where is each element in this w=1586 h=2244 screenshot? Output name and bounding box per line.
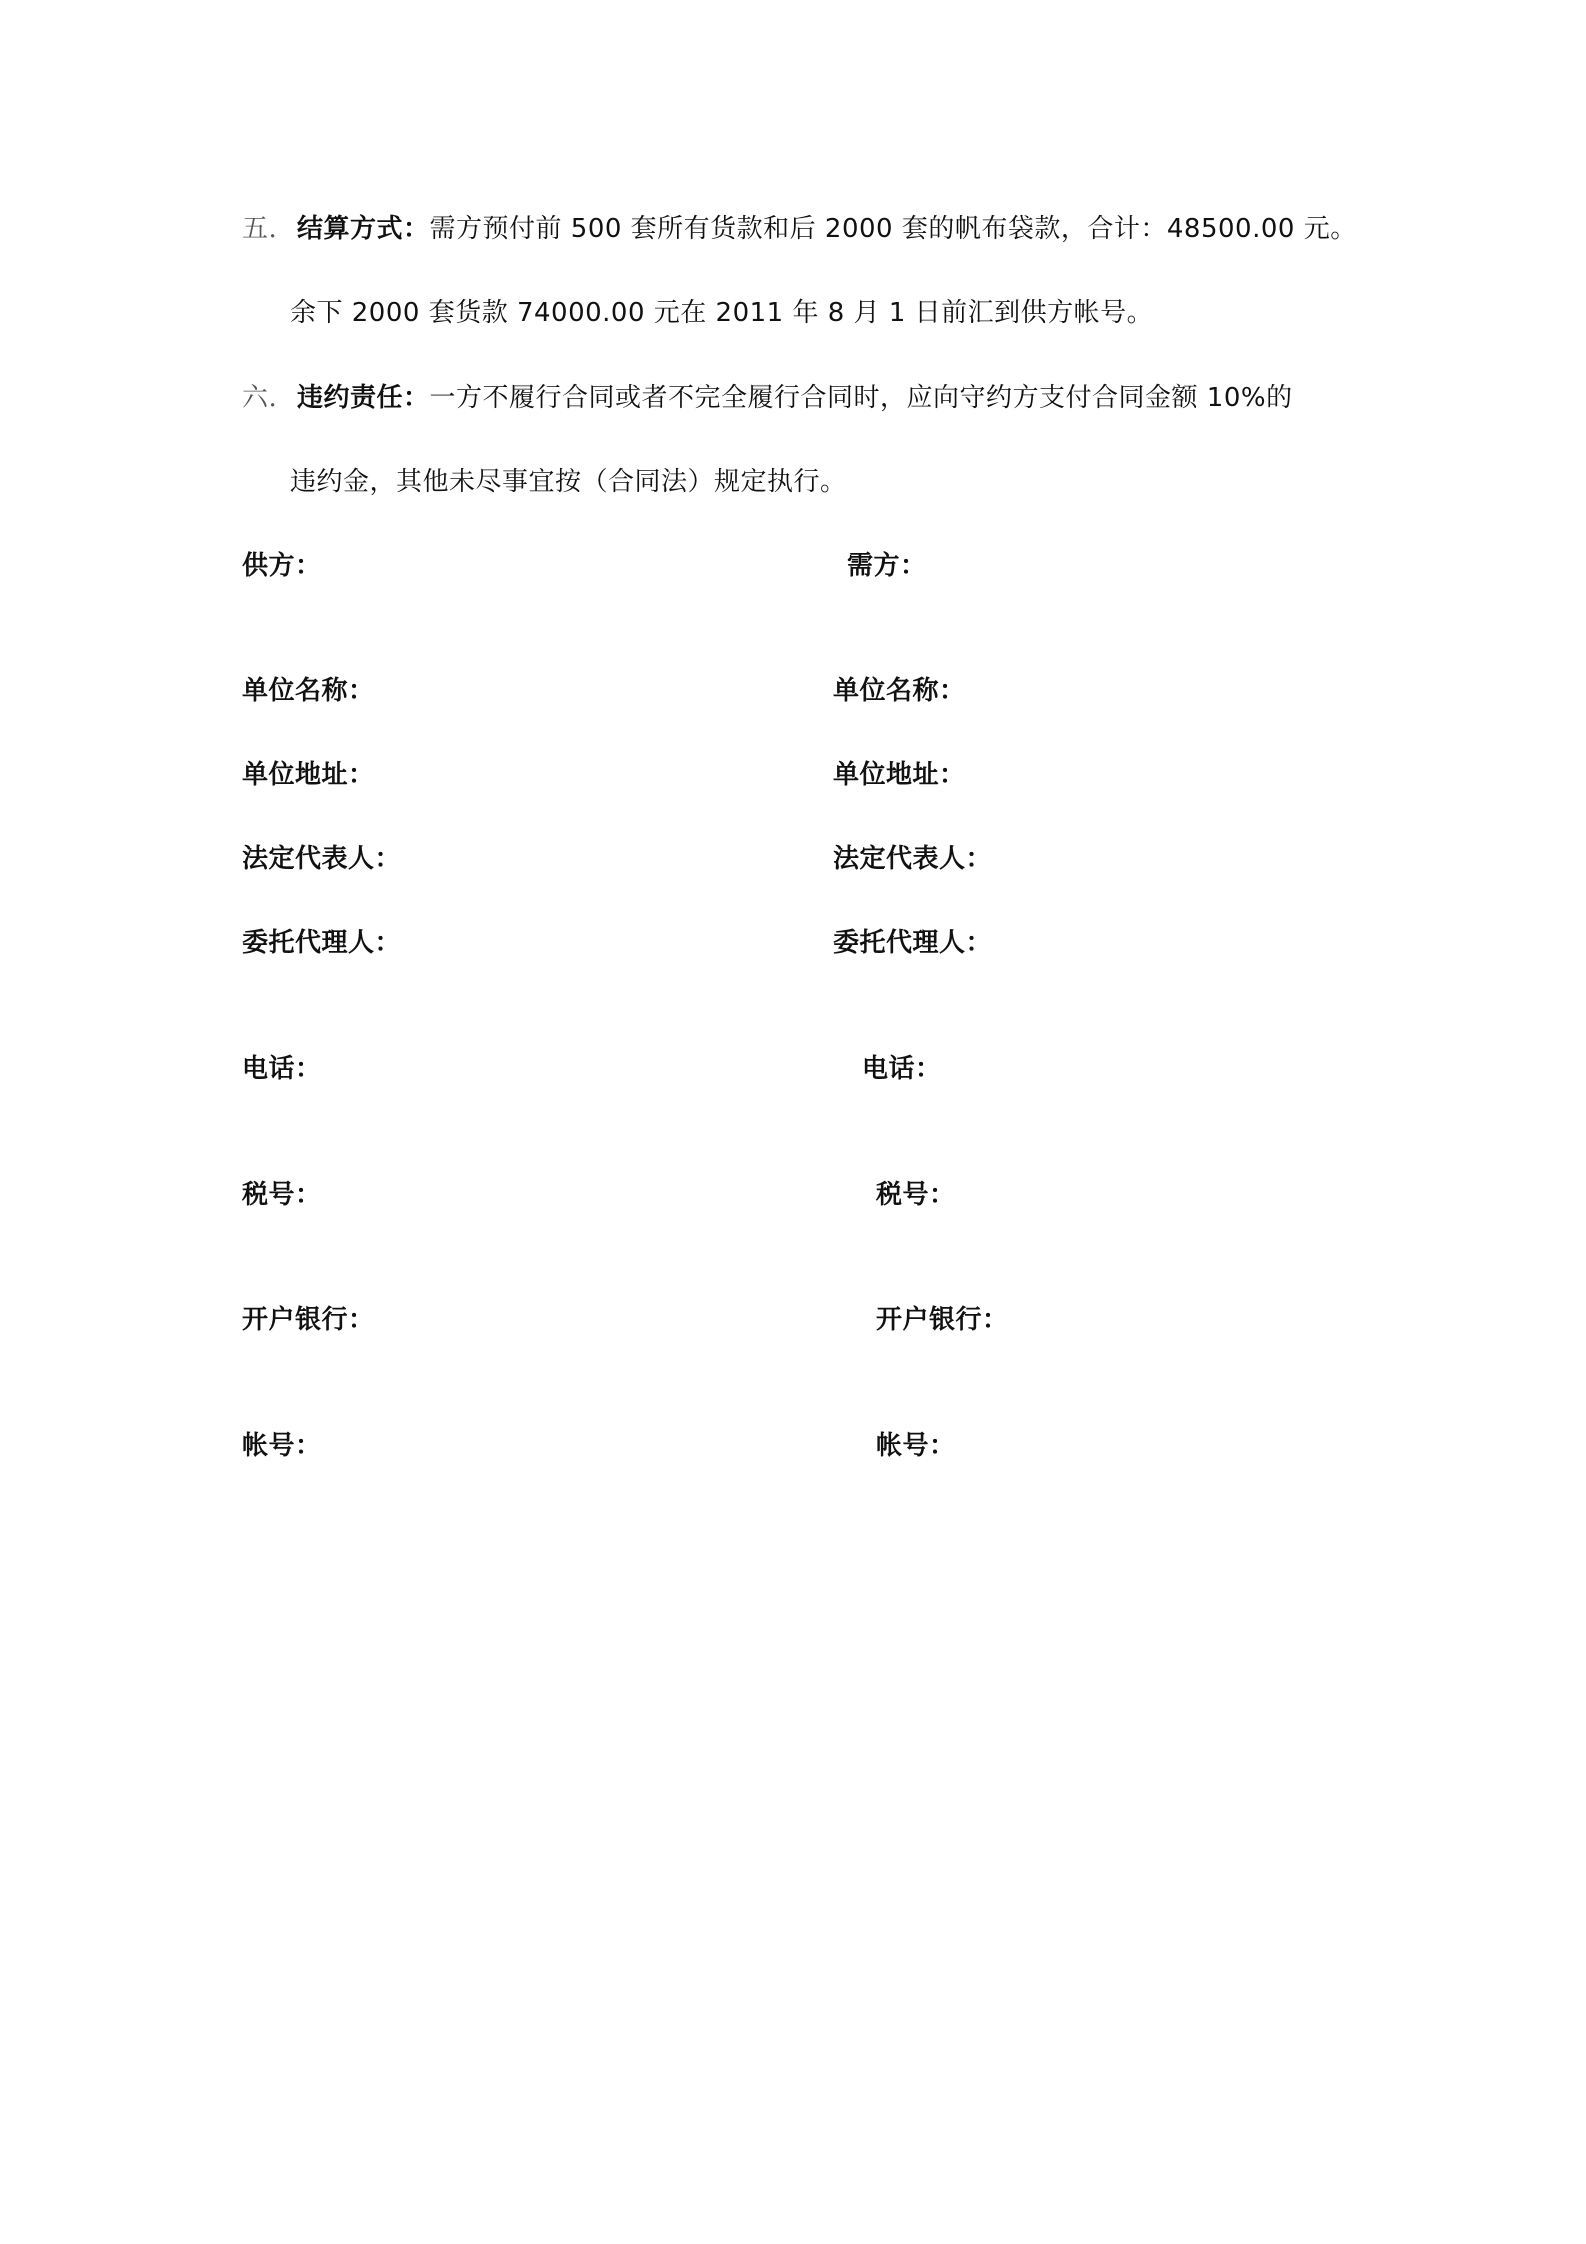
buyer-account-label: 帐号： [876,1431,956,1461]
buyer-title: 需方： [847,551,927,581]
breach-clause-text-2: 违约金，其他未尽事宜按（合同法）规定执行。 [290,467,847,497]
settlement-clause-line-1 [242,212,1357,246]
breach-clause-line-1 [242,381,1293,415]
supplier-account-label: 帐号： [242,1431,322,1461]
settlement-clause-text-2: 余下 2000 套货款 74000.00 元在 2011 年 8 月 1 日前汇到供方帐号。 [290,298,1154,328]
buyer-bank-label: 开户银行： [876,1305,1009,1335]
supplier-phone-label: 电话： [242,1054,322,1084]
settlement-clause-heading: 结算方式： [297,214,430,244]
buyer-legal-rep-label: 法定代表人： [833,844,993,874]
breach-clause-heading: 违约责任： [297,383,430,413]
buyer-phone-label: 电话： [862,1054,942,1084]
buyer-tax-no-label: 税号： [876,1180,956,1210]
breach-clause-number: 六. [242,383,278,413]
supplier-company-name-label: 单位名称： [242,676,375,706]
supplier-agent-label: 委托代理人： [242,928,402,958]
supplier-address-label: 单位地址： [242,760,375,790]
breach-clause-text-1: 一方不履行合同或者不完全履行合同时，应向守约方支付合同金额 10%的 [429,383,1293,413]
supplier-legal-rep-label: 法定代表人： [242,844,402,874]
supplier-title: 供方： [242,551,322,581]
buyer-company-name-label: 单位名称： [833,676,966,706]
supplier-tax-no-label: 税号： [242,1180,322,1210]
buyer-agent-label: 委托代理人： [833,928,993,958]
buyer-address-label: 单位地址： [833,760,966,790]
settlement-clause-text-1: 需方预付前 500 套所有货款和后 2000 套的帆布袋款，合计：48500.00 元。 [429,214,1357,244]
settlement-clause-number: 五. [242,214,278,244]
supplier-bank-label: 开户银行： [242,1305,375,1335]
